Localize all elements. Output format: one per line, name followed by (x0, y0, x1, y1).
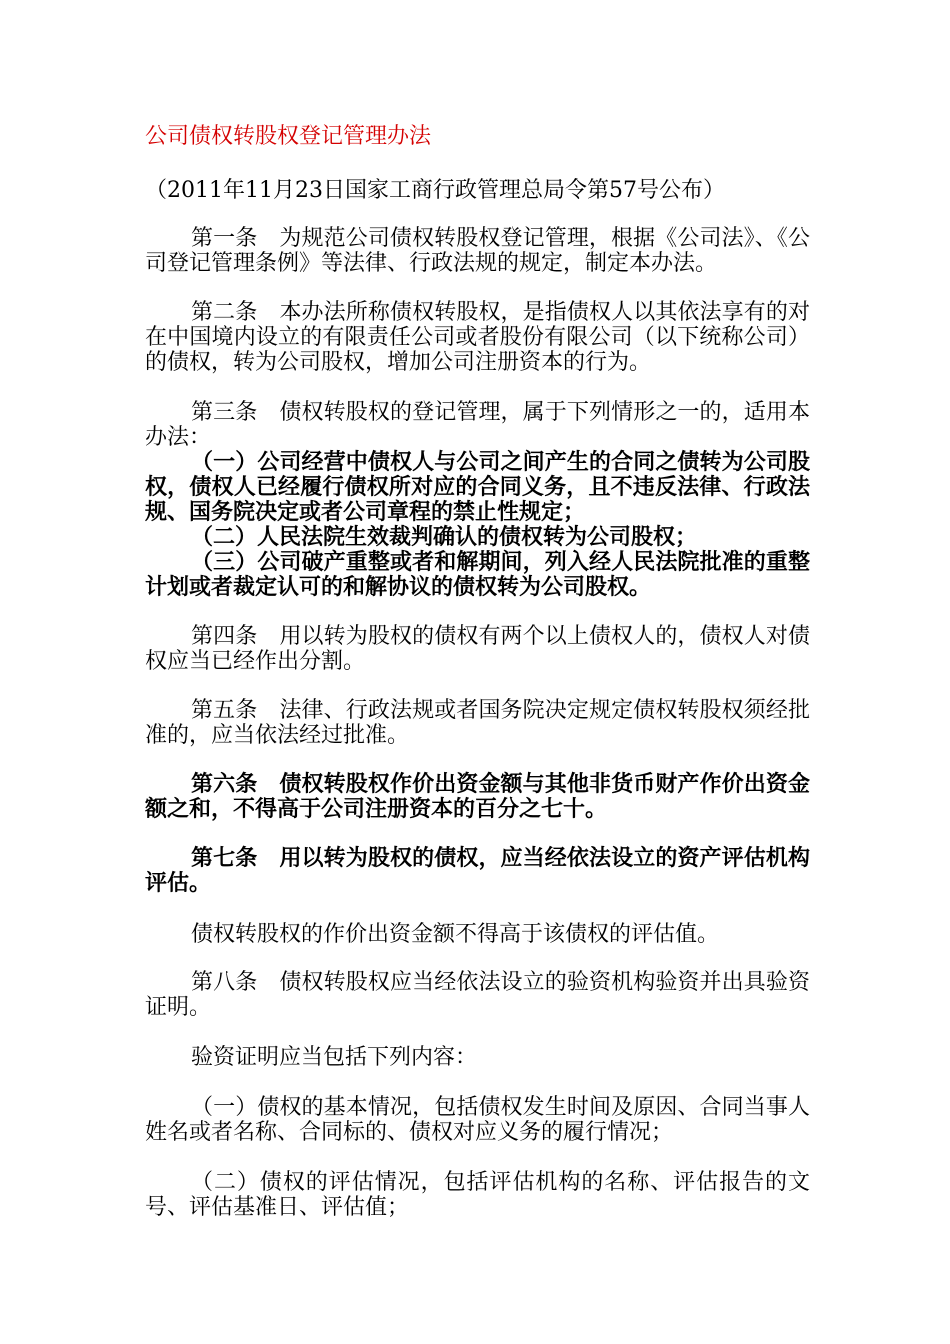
article-6: 第六条 债权转股权作价出资金额与其他非货币财产作价出资金额之和，不得高于公司注册资本的百分之七十。 (145, 771, 810, 822)
article-5: 第五条 法律、行政法规或者国务院决定规定债权转股权须经批准的，应当依法经过批准。 (145, 698, 810, 748)
article-8-clause-2: 验资证明应当包括下列内容： (191, 1045, 478, 1070)
document-subtitle: （2011年11月23日国家工商行政管理总局令第57号公布） (145, 178, 725, 203)
article-3-item-3: （三）公司破产重整或者和解期间，列入经人民法院批准的重整计划或者裁定认可的和解协议的债权转为公司股权。 (145, 549, 810, 600)
article-8-item-2: （二）债权的评估情况，包括评估机构的名称、评估报告的文号、评估基准日、评估值； (145, 1170, 810, 1220)
article-8-item-1: （一）债权的基本情况，包括债权发生时间及原因、合同当事人姓名或者名称、合同标的、债权对应义务的履行情况； (145, 1095, 810, 1145)
document-title: 公司债权转股权登记管理办法 (145, 124, 432, 149)
article-4: 第四条 用以转为股权的债权有两个以上债权人的，债权人对债权应当已经作出分割。 (145, 624, 810, 674)
article-3: 第三条 债权转股权的登记管理，属于下列情形之一的，适用本办法： (145, 400, 810, 450)
article-7: 第七条 用以转为股权的债权，应当经依法设立的资产评估机构评估。 (145, 845, 810, 896)
article-3-item-1: （一）公司经营中债权人与公司之间产生的合同之债转为公司股权，债权人已经履行债权所对应的合同义务，且不违反法律、行政法规、国务院决定或者公司章程的禁止性规定； (145, 449, 810, 525)
article-2: 第二条 本办法所称债权转股权，是指债权人以其依法享有的对在中国境内设立的有限责任公司或者股份有限公司（以下统称公司）的债权，转为公司股权，增加公司注册资本的行为。 (145, 300, 810, 375)
article-1: 第一条 为规范公司债权转股权登记管理，根据《公司法》、《公司登记管理条例》等法律、行政法规的规定，制定本办法。 (145, 226, 810, 276)
article-3-item-2: （二）人民法院生效裁判确认的债权转为公司股权； (191, 524, 698, 550)
article-8: 第八条 债权转股权应当经依法设立的验资机构验资并出具验资证明。 (145, 970, 810, 1020)
article-7-clause-2: 债权转股权的作价出资金额不得高于该债权的评估值。 (191, 922, 720, 947)
